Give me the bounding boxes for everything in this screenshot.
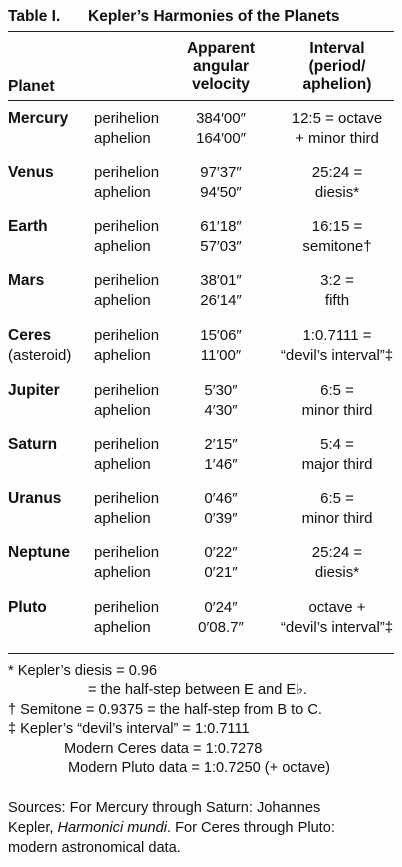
interval-line-2: + minor third (295, 130, 379, 147)
planet-name: Jupiter (8, 382, 60, 399)
table-row (8, 597, 394, 637)
sources-line (8, 818, 394, 838)
aphelion-velocity: 0′21″ (204, 564, 238, 581)
interval-line-1: 25:24 = (311, 544, 363, 561)
perihelion-label: perihelion (94, 599, 160, 616)
planet-name: Neptune (8, 544, 70, 561)
perihelion-label: perihelion (94, 110, 160, 127)
planet-note: (asteroid) (8, 347, 72, 364)
sources-line: Sources: For Mercury through Saturn: Johannes (8, 800, 321, 816)
footnote-line (8, 740, 394, 759)
interval-line-1: 1:0.7111 = (302, 327, 372, 344)
table-title (8, 7, 394, 32)
perihelion-label: perihelion (94, 544, 160, 561)
aphelion-velocity: 57′03″ (200, 238, 242, 255)
perihelion-label: perihelion (94, 327, 160, 344)
interval-column-header (280, 40, 394, 94)
interval-line-2: semitone† (302, 238, 372, 255)
perihelion-label: perihelion (94, 272, 160, 289)
sources-note (8, 798, 394, 858)
sources-line: modern astronomical data. (8, 840, 181, 856)
interval-line-1: 6:5 = (320, 382, 354, 399)
interval-line-2: “devil’s interval”‡ (280, 347, 394, 364)
table-row (8, 434, 394, 474)
interval-line-1: 6:5 = (320, 490, 354, 507)
table-row (8, 108, 394, 148)
perihelion-velocity: 2′15″ (204, 436, 238, 453)
perihelion-velocity: 0′22″ (204, 544, 238, 561)
aphelion-velocity: 0′39″ (204, 510, 238, 527)
table-row (8, 270, 394, 310)
planet-name: Venus (8, 164, 54, 181)
perihelion-velocity: 5′30″ (204, 382, 238, 399)
interval-line-1: 5:4 = (320, 436, 354, 453)
aphelion-label: aphelion (94, 130, 151, 147)
aphelion-label: aphelion (94, 456, 151, 473)
footnote-ceres: Modern Ceres data = 1:0.7278 (64, 740, 263, 757)
perihelion-label: perihelion (94, 436, 160, 453)
planet-name: Uranus (8, 490, 62, 507)
interval-line-1: 3:2 = (320, 272, 354, 289)
aphelion-velocity: 1′46″ (204, 456, 238, 473)
planet-name: Earth (8, 218, 48, 235)
interval-line-1: octave + (308, 599, 366, 616)
footnote-pluto: Modern Pluto data = 1:0.7250 (+ octave) (68, 759, 331, 776)
interval-line-2: “devil’s interval”‡ (280, 619, 394, 636)
footnote-diesis: * Kepler’s diesis = 0.96 (8, 663, 158, 679)
interval-line-1: 12:5 = octave (291, 110, 383, 127)
perihelion-label: perihelion (94, 164, 160, 181)
velocity-header-line: Apparent (186, 40, 256, 57)
table-row (8, 162, 394, 202)
aphelion-label: aphelion (94, 510, 151, 527)
footnote-line (8, 701, 394, 720)
book-title: Harmonici mundi (57, 820, 167, 836)
planet-name: Pluto (8, 599, 47, 616)
aphelion-velocity: 94′50″ (200, 184, 242, 201)
table-title-text: Kepler’s Harmonies of the Planets (88, 8, 340, 25)
interval-line-2: diesis* (314, 564, 360, 581)
table-row (8, 542, 394, 582)
planet-name: Mercury (8, 110, 69, 127)
perihelion-label: perihelion (94, 218, 160, 235)
table-label: Table I. (8, 8, 61, 25)
interval-line-1: 16:15 = (311, 218, 363, 235)
perihelion-velocity: 0′46″ (204, 490, 238, 507)
perihelion-velocity: 0′24″ (204, 599, 238, 616)
velocity-header-line: velocity (192, 76, 250, 93)
table-row (8, 216, 394, 256)
sources-text: . For Ceres through Pluto: (167, 820, 335, 836)
planet-name: Saturn (8, 436, 58, 453)
interval-line-2: minor third (301, 510, 373, 527)
footnotes (8, 662, 394, 778)
table-body (8, 108, 394, 653)
footnote-line (8, 759, 394, 778)
aphelion-label: aphelion (94, 619, 151, 636)
aphelion-label: aphelion (94, 402, 151, 419)
footnote-line (8, 720, 394, 739)
interval-line-2: major third (301, 456, 373, 473)
aphelion-label: aphelion (94, 184, 151, 201)
sources-text: Kepler, (8, 820, 58, 836)
footnote-devils-interval: ‡ Kepler’s “devil’s interval” = 1:0.7111 (8, 721, 250, 738)
table-row (8, 488, 394, 528)
perihelion-velocity: 97′37″ (200, 164, 242, 181)
aphelion-label: aphelion (94, 238, 151, 255)
table-row (8, 380, 394, 420)
aphelion-velocity: 164′00″ (196, 130, 246, 147)
footnote-line (8, 662, 394, 681)
footnote-semitone: † Semitone = 0.9375 = the half-step from B to C. (8, 701, 322, 718)
footnote-diesis-definition: = the half-step between E and E♭. (88, 682, 308, 699)
interval-header-line: Interval (309, 40, 365, 57)
perihelion-label: perihelion (94, 490, 160, 507)
perihelion-velocity: 15′06″ (200, 327, 242, 344)
planet-name: Ceres (8, 327, 52, 344)
interval-header-line: (period/ (308, 58, 366, 75)
aphelion-label: aphelion (94, 564, 151, 581)
perihelion-velocity: 38′01″ (200, 272, 242, 289)
perihelion-label: perihelion (94, 382, 160, 399)
interval-line-2: minor third (301, 402, 373, 419)
perihelion-velocity: 61′18″ (200, 218, 242, 235)
table-header (8, 36, 394, 101)
table-row (8, 325, 394, 365)
table-bottom-rule (8, 653, 394, 654)
aphelion-velocity: 4′30″ (204, 402, 238, 419)
planet-name: Mars (8, 272, 45, 289)
aphelion-velocity: 11′00″ (200, 347, 242, 364)
planet-column-header: Planet (8, 78, 55, 95)
interval-header-line: aphelion) (302, 76, 372, 93)
aphelion-velocity: 0′08.7″ (198, 619, 244, 636)
interval-line-1: 25:24 = (311, 164, 363, 181)
interval-line-2: fifth (324, 292, 350, 309)
aphelion-label: aphelion (94, 292, 151, 309)
aphelion-velocity: 26′14″ (200, 292, 242, 309)
aphelion-label: aphelion (94, 347, 151, 364)
perihelion-velocity: 384′00″ (196, 110, 246, 127)
interval-line-2: diesis* (314, 184, 360, 201)
footnote-line (8, 681, 394, 700)
velocity-column-header (170, 40, 272, 94)
velocity-header-line: angular (193, 58, 249, 75)
